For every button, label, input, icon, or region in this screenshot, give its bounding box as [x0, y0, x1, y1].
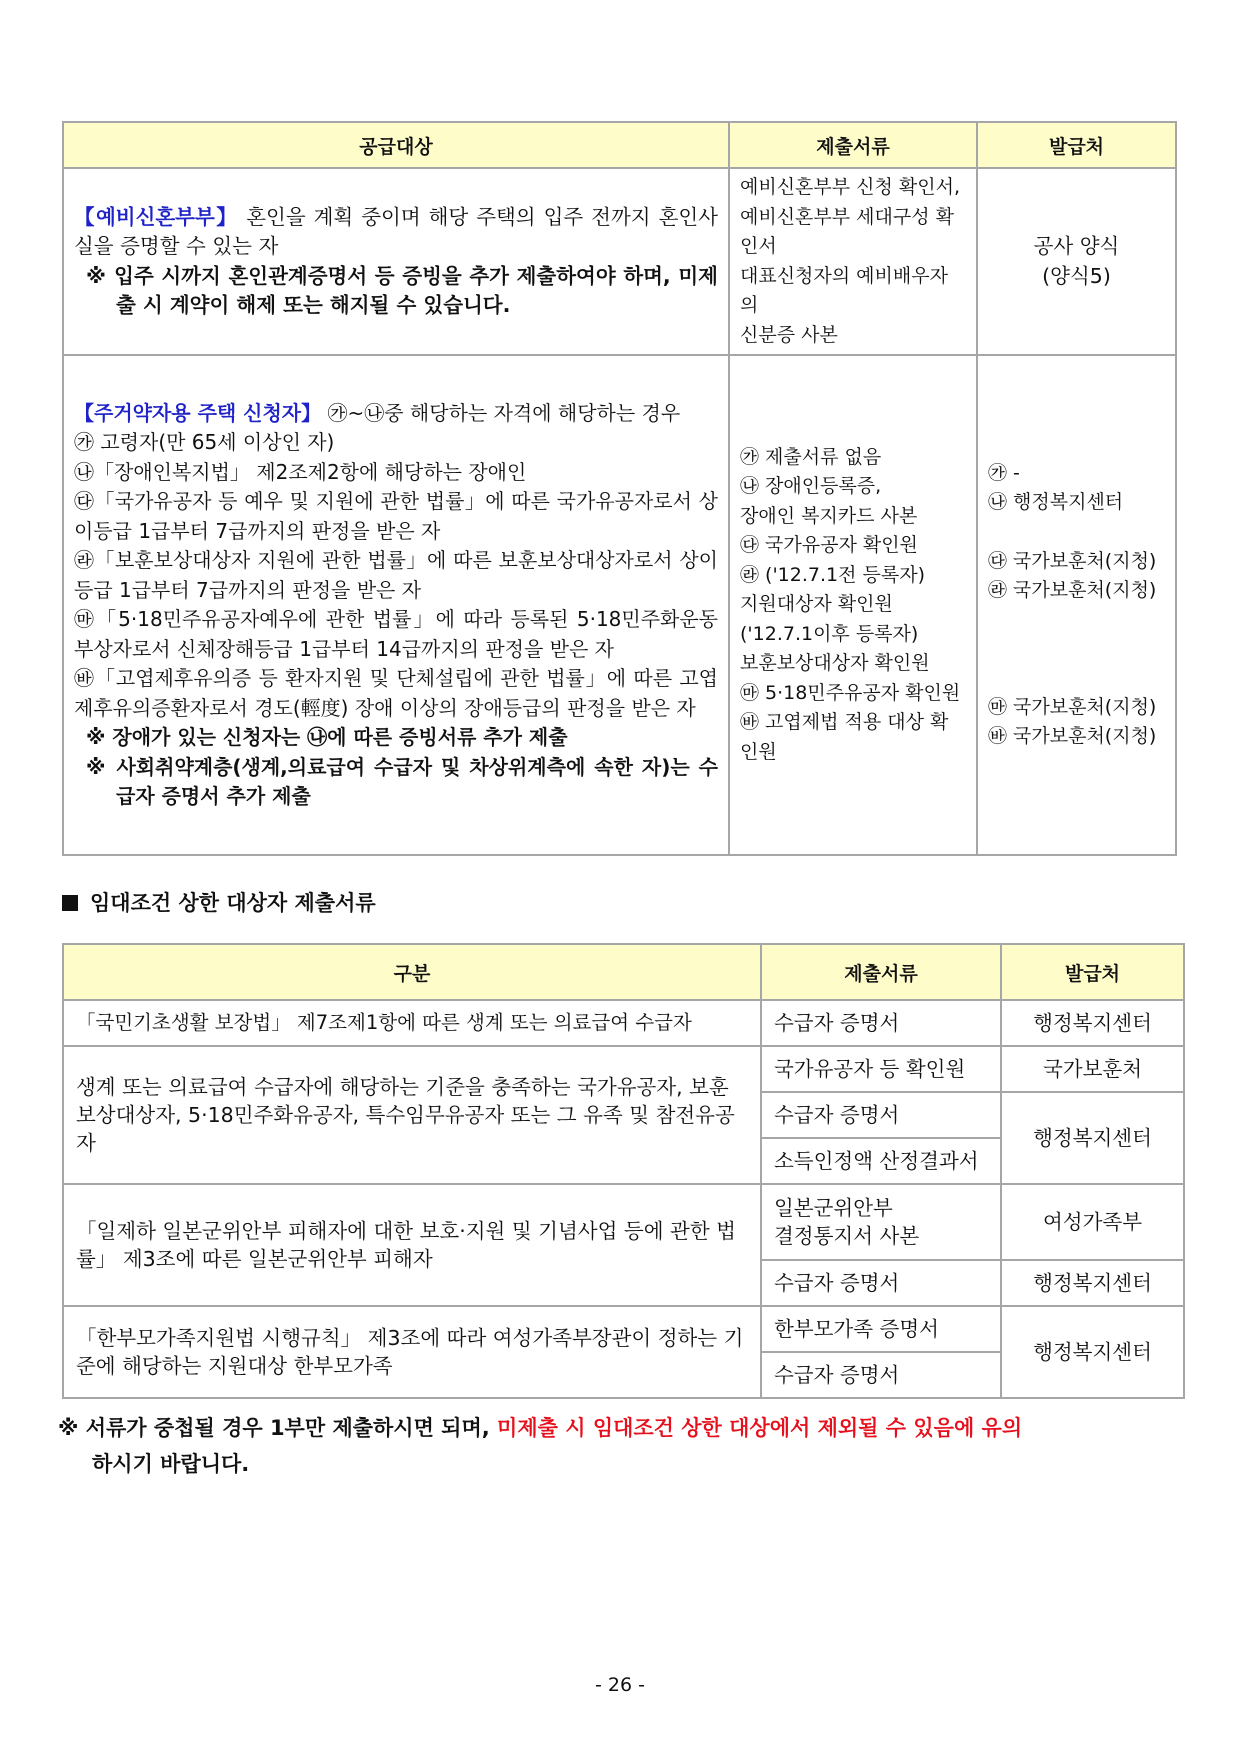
issuer-line: ㉱ 국가보훈처(지청): [988, 579, 1157, 601]
list-item: ㉱「보훈보상대상자 지원에 관한 법률」에 따른 보훈보상대상자로서 상이등급 1급부터 7급까지의 판정을 받은 자: [74, 548, 718, 602]
doc-line: ('12.7.1이후 등록자): [740, 622, 919, 645]
prospective-newlyweds-text: 혼인을 계획 중이며 해당 주택의 입주 전까지 혼인사실을 증명할 수 있는 자: [74, 204, 718, 258]
page-number: - 26 -: [595, 1674, 645, 1696]
spacer: [988, 635, 1165, 664]
spacer: [988, 664, 1165, 693]
table-header-row: [63, 944, 1184, 1000]
header-documents: 제출서류: [761, 944, 1001, 1000]
housing-vulnerable-note: ※ 사회취약계층(생계,의료급여 수급자 및 차상위계측에 속한 자)는 수급자 증명서 추가 제출: [86, 754, 718, 808]
doc-line: 지원대상자 확인원: [740, 593, 893, 616]
document-cell: 수급자 증명서: [761, 1000, 1001, 1046]
issuer-line: ㉯ 행정복지센터: [988, 491, 1124, 513]
issuer-cell: 행정복지센터: [1001, 1306, 1184, 1398]
issuer-line: ㉳ 국가보훈처(지청): [988, 725, 1157, 747]
prospective-newlyweds-note: ※ 입주 시까지 혼인관계증명서 등 증빙을 추가 제출하여야 하며, 미제출 시 계약이 해제 또는 해지될 수 있습니다.: [86, 263, 718, 317]
spacer: [988, 606, 1165, 635]
issuer-cell: 여성가족부: [1001, 1184, 1184, 1260]
header-category: 구분: [63, 944, 761, 1000]
issuer-line: ㉰ 국가보훈처(지청): [988, 549, 1157, 572]
issuer-line: ㉲ 국가보훈처(지청): [988, 695, 1157, 718]
header-supply-target: 공급대상: [63, 122, 729, 168]
category-cell: 「국민기초생활 보장법」 제7조제1항에 따른 생계 또는 의료급여 수급자: [63, 1000, 761, 1046]
category-cell: 생계 또는 의료급여 수급자에 해당하는 기준을 충족하는 국가유공자, 보훈보상대상자, 5·18민주화유공자, 특수임무유공자 또는 그 유족 및 참전유공자: [63, 1046, 761, 1184]
prospective-newlyweds-tag: 【예비신혼부부】: [74, 204, 239, 229]
table-row: [63, 1000, 1184, 1046]
list-item: ㉲「5·18민주유공자예우에 관한 법률」에 따라 등록된 5·18민주화운동부상자로서 신체장해등급 1급부터 14급까지의 판정을 받은 자: [74, 607, 718, 661]
issuer-line: ㉮ -: [988, 461, 1020, 484]
doc-line: 예비신혼부부 세대구성 확인서: [740, 205, 954, 257]
issuer-cell: 행정복지센터: [1001, 1092, 1184, 1184]
document-cell: [761, 1184, 1001, 1260]
housing-vulnerable-issuers: [977, 355, 1176, 855]
housing-vulnerable-docs: [729, 355, 977, 855]
header-documents: 제출서류: [729, 122, 977, 168]
spacer: [988, 518, 1165, 547]
doc-line: ㉳ 고엽제법 적용 대상 확인원: [740, 711, 949, 763]
header-issuer: 발급처: [977, 122, 1176, 168]
square-bullet-icon: [62, 895, 78, 911]
footnote: [58, 1410, 1183, 1482]
table-row: [63, 168, 1176, 355]
category-cell: 「한부모가족지원법 시행규칙」 제3조에 따라 여성가족부장관이 정하는 기준에 해당하는 지원대상 한부모가족: [63, 1306, 761, 1398]
section-title-text: 임대조건 상한 대상자 제출서류: [90, 891, 376, 915]
housing-vulnerable-cell: [63, 355, 729, 855]
housing-vulnerable-note: ※ 장애가 있는 신청자는 ㉯에 따른 증빙서류 추가 제출: [86, 725, 568, 749]
table-row: [63, 1184, 1184, 1260]
document-cell: 수급자 증명서: [761, 1352, 1001, 1398]
document-cell: 한부모가족 증명서: [761, 1306, 1001, 1352]
issuer-cell: 행정복지센터: [1001, 1260, 1184, 1306]
list-item: ㉰「국가유공자 등 예우 및 지원에 관한 법률」에 따른 국가유공자로서 상이등급 1급부터 7급까지의 판정을 받은 자: [74, 489, 718, 543]
document-cell: 소득인정액 산정결과서: [761, 1138, 1001, 1184]
section-title: [62, 887, 376, 917]
doc-line: 장애인 복지카드 사본: [740, 504, 918, 527]
doc-line: 예비신혼부부 신청 확인서,: [740, 176, 961, 198]
supply-target-table: [62, 121, 1177, 856]
doc-line: 대표신청자의 예비배우자의: [740, 264, 948, 316]
list-item: ㉳「고엽제후유의증 등 환자지원 및 단체설립에 관한 법률」에 따른 고엽제후유의증환자로서 경도(輕度) 장애 이상의 장애등급의 판정을 받은 자: [74, 666, 718, 720]
doc-line: ㉰ 국가유공자 확인원: [740, 534, 918, 557]
document-cell: 국가유공자 등 확인원: [761, 1046, 1001, 1092]
doc-line: ㉱ ('12.7.1전 등록자): [740, 563, 925, 586]
table-row: [63, 1306, 1184, 1352]
document-cell: 수급자 증명서: [761, 1260, 1001, 1306]
issuer-line: 공사 양식: [1033, 234, 1120, 258]
document-cell: 수급자 증명서: [761, 1092, 1001, 1138]
prospective-newlyweds-cell: [63, 168, 729, 355]
issuer-cell: 행정복지센터: [1001, 1000, 1184, 1046]
doc-line: ㉲ 5·18민주유공자 확인원: [740, 681, 961, 704]
doc-line: 결정통지서 사본: [774, 1224, 920, 1248]
doc-line: 보훈보상대상자 확인원: [740, 652, 930, 675]
doc-line: ㉮ 제출서류 없음: [740, 445, 882, 468]
prospective-newlyweds-issuer: [977, 168, 1176, 355]
footnote-warning: 미제출 시 임대조건 상한 대상에서 제외될 수 있음에 유의: [497, 1416, 1023, 1440]
category-cell: 「일제하 일본군위안부 피해자에 대한 보호·지원 및 기념사업 등에 관한 법률」 제3조에 따른 일본군위안부 피해자: [63, 1184, 761, 1306]
table-row: [63, 1046, 1184, 1092]
table-row: [63, 355, 1176, 855]
doc-line: ㉯ 장애인등록증,: [740, 475, 882, 498]
housing-vulnerable-tag: 【주거약자용 주택 신청자】: [74, 400, 322, 425]
housing-vulnerable-intro: ㉮~㉯중 해당하는 자격에 해당하는 경우: [321, 400, 681, 425]
doc-line: 신분증 사본: [740, 323, 838, 346]
footnote-part1: ※ 서류가 중첩될 경우 1부만 제출하시면 되며,: [58, 1416, 498, 1440]
footnote-part3: 하시기 바랍니다.: [92, 1452, 250, 1476]
prospective-newlyweds-docs: [729, 168, 977, 355]
list-item: ㉯「장애인복지법」 제2조제2항에 해당하는 장애인: [74, 459, 527, 484]
list-item: ㉮ 고령자(만 65세 이상인 자): [74, 430, 335, 454]
table-header-row: [63, 122, 1176, 168]
issuer-line: (양식5): [1042, 263, 1111, 288]
rent-cap-documents-table: [62, 943, 1185, 1399]
issuer-cell: 국가보훈처: [1001, 1046, 1184, 1092]
doc-line: 일본군위안부: [774, 1196, 893, 1220]
header-issuer: 발급처: [1001, 944, 1184, 1000]
